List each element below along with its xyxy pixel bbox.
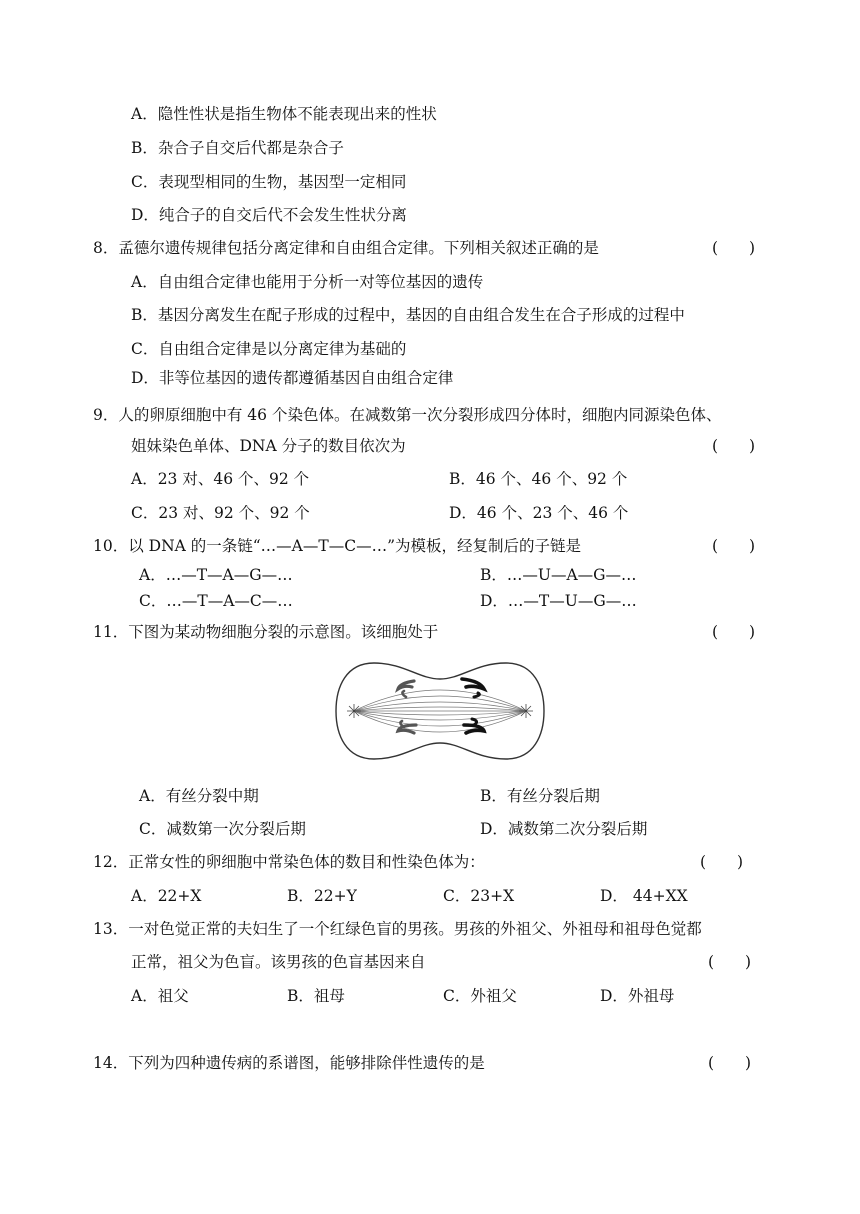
q13-option-d: D．外祖母 [600, 987, 675, 1005]
q10-stem: 10．以 DNA 的一条链“…—A—T—C—…”为模板，经复制后的子链是 [93, 537, 582, 555]
q10-option-b: B．…—U—A—G—… [480, 566, 637, 584]
q12-answer-paren: ( ) [700, 853, 744, 871]
q9-option-b: B．46 个、46 个、92 个 [449, 470, 628, 488]
q12-option-c: C．23+X [443, 887, 515, 905]
q9-option-c: C．23 对、92 个、92 个 [131, 504, 310, 522]
q8-option-b: B．基因分离发生在配子形成的过程中，基因的自由组合发生在合子形成的过程中 [131, 306, 685, 324]
q13-option-b: B．祖母 [287, 987, 345, 1005]
q11-stem: 11．下图为某动物细胞分裂的示意图。该细胞处于 [93, 623, 439, 641]
q13-option-c: C．外祖父 [443, 987, 517, 1005]
q7-option-c: C．表现型相同的生物，基因型一定相同 [131, 173, 407, 191]
q12-option-b: B．22+Y [287, 887, 357, 905]
q10-option-c: C．…—T—A—C—… [139, 592, 293, 610]
q11-option-c: C．减数第一次分裂后期 [139, 820, 306, 838]
q8-option-d: D．非等位基因的遗传都遵循基因自由组合定律 [131, 369, 454, 387]
q9-option-a: A．23 对、46 个、92 个 [131, 470, 310, 488]
q10-option-a: A．…—T—A—G—… [139, 566, 293, 584]
q12-stem: 12．正常女性的卵细胞中常染色体的数目和性染色体为： [93, 853, 485, 871]
q7-option-d: D．纯合子的自交后代不会发生性状分离 [131, 206, 407, 224]
q13-answer-paren: ( ) [708, 953, 752, 971]
q10-answer-paren: ( ) [712, 537, 756, 555]
cell-division-figure [334, 659, 546, 763]
q8-option-a: A．自由组合定律也能用于分析一对等位基因的遗传 [131, 273, 484, 291]
q13-stem-line2: 正常，祖父为色盲。该男孩的色盲基因来自 [131, 953, 426, 971]
q10-option-d: D．…—T—U—G—… [480, 592, 637, 610]
q13-stem-line1: 13．一对色觉正常的夫妇生了一个红绿色盲的男孩。男孩的外祖父、外祖母和祖母色觉都 [93, 920, 702, 938]
q8-option-c: C．自由组合定律是以分离定律为基础的 [131, 340, 407, 358]
q9-answer-paren: ( ) [712, 437, 756, 455]
q13-option-a: A．祖父 [131, 987, 189, 1005]
q7-option-a: A．隐性性状是指生物体不能表现出来的性状 [131, 105, 437, 123]
q8-answer-paren: ( ) [712, 239, 756, 257]
q9-stem-line2: 姐妹染色单体、DNA 分子的数目依次为 [131, 437, 406, 455]
q9-option-d: D．46 个、23 个、46 个 [449, 504, 629, 522]
q14-answer-paren: ( ) [708, 1054, 752, 1072]
q14-stem: 14．下列为四种遗传病的系谱图，能够排除伴性遗传的是 [93, 1054, 485, 1072]
q7-option-b: B．杂合子自交后代都是杂合子 [131, 139, 344, 157]
q9-stem-line1: 9．人的卵原细胞中有 46 个染色体。在减数第一次分裂形成四分体时，细胞内同源染色体、 [93, 406, 722, 424]
q11-answer-paren: ( ) [712, 623, 756, 641]
q12-option-d: D． 44+XX [600, 887, 688, 905]
q11-option-a: A．有丝分裂中期 [139, 787, 259, 805]
q11-option-b: B．有丝分裂后期 [480, 787, 600, 805]
q8-stem: 8．孟德尔遗传规律包括分离定律和自由组合定律。下列相关叙述正确的是 [93, 239, 599, 257]
q11-option-d: D．减数第二次分裂后期 [480, 820, 648, 838]
q12-option-a: A．22+X [131, 887, 202, 905]
